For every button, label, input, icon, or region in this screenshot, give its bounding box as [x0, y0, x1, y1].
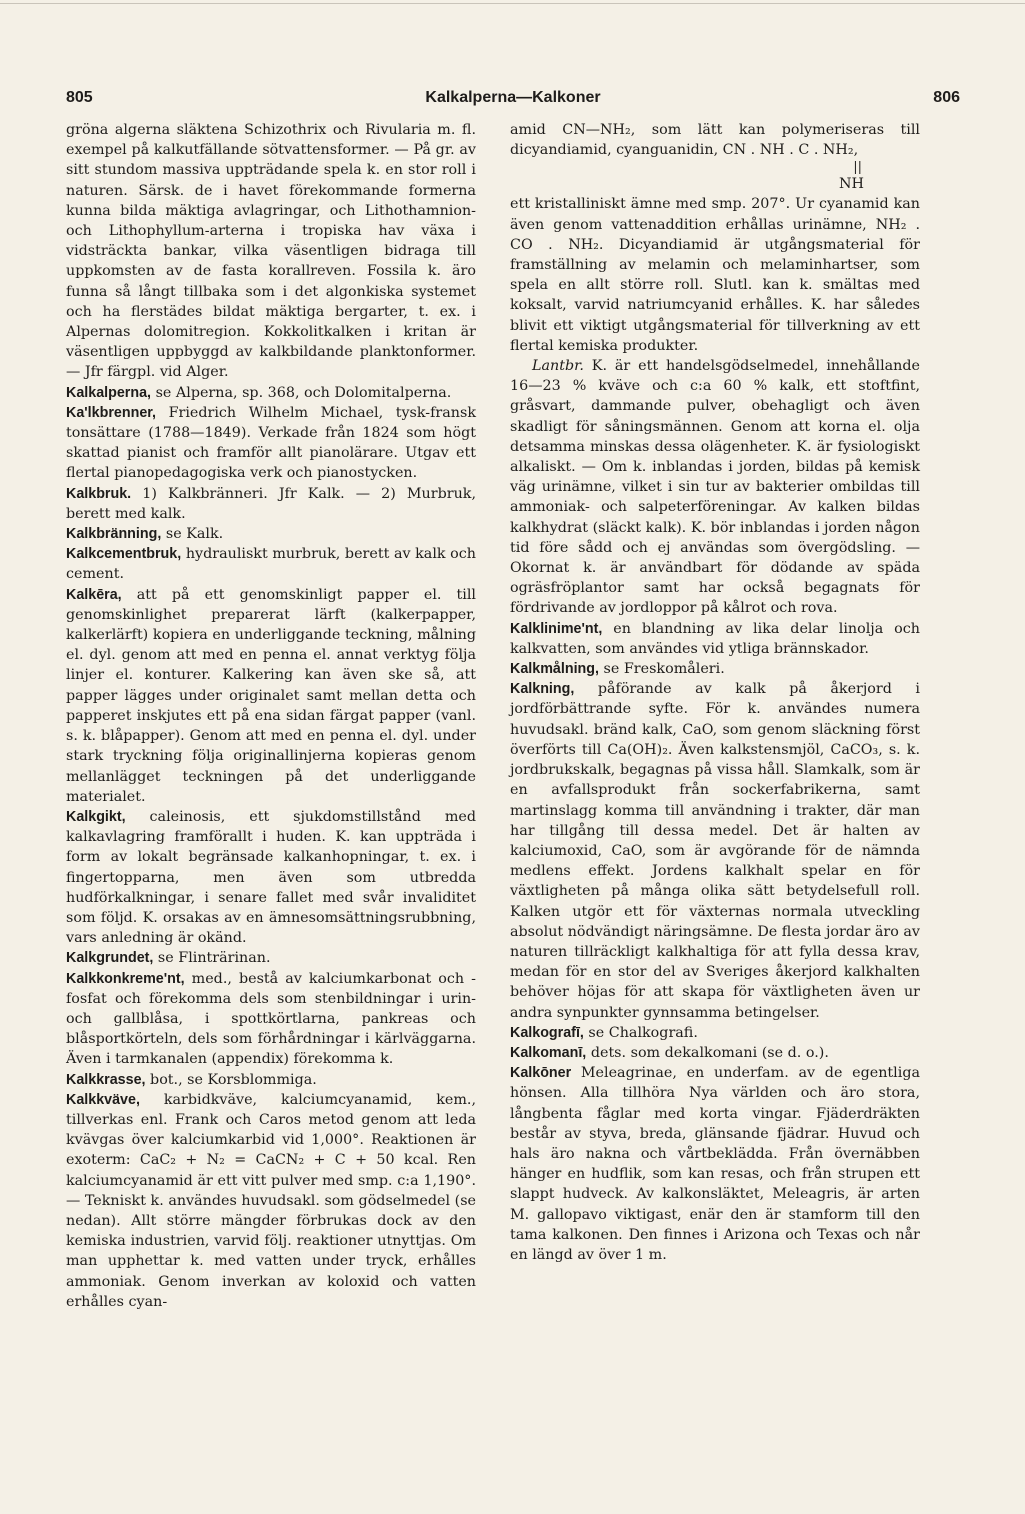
entry-text: 1) Kalkbränneri. Jfr Kalk. — 2) Murbruk, berett med kalk. [66, 485, 476, 522]
entry-kalkgikt [66, 807, 476, 948]
entry-text: att på ett genomskinligt papper el. till genomskinlighet preparerat lärft (kalkerpapper, kalkerlärft) kopiera en underliggande teckning, målning el. dyl. genom att med en penna el. annat verktyg följa linjer el. konturer. Kalkering kan även ske så, att papper lägges under originalet samt mellan detta och papperet inskjutes ett på ena sidan färgat papper (vanl. s. k. blåpapper). Genom att med en penna el. dyl. under stark tryckning följa originallinjerna kopieras genom mellanlägget teckningen på det underliggande materialet. [66, 586, 476, 805]
double-bond: || [853, 160, 862, 176]
entry-kalkgrundet [66, 948, 476, 968]
entry-text: Meleagrinae, en underfam. av de egentliga hönsen. Alla tillhöra Nya världen och äro stora, långbenta fåglar med korta vingar. Fjäderdräkten består av styva, breda, glänsande fjädrar. Huvud och hals äro nakna och vårtbeklädda. Från övernäbben hänger en hudflik, som kan resas, och från strupen ett slappt hudveck. Av kalkonsläktet, Meleagris, är arten M. gallopavo viktigast, enär den är stamform till den tama kalkonen. Den finnes i Arizona och Texas och når en längd av över 1 m. [510, 1065, 920, 1263]
entry-kalkbruk [66, 484, 476, 524]
running-title: Kalkalperna—Kalkoner [425, 89, 601, 106]
headword: Kalkmålning, [510, 661, 599, 678]
page-header [66, 89, 960, 113]
entry-kalkning [510, 679, 920, 1022]
entry-text: karbidkväve, kalciumcyanamid, kem., tillverkas enl. Frank och Caros metod genom att leda kvävgas över kalciumkarbid vid 1,000°. Reaktionen är exoterm: CaC₂ + N₂ = CaCN₂ + C + 50 kcal. Ren kalciumcyanamid är ett vitt pulver med smp. c:a 1,190°. — Tekniskt k. användes huvudsakl. som gödselmedel (se nedan). Allt större mängder förbrukas dock av den kemiska industrien, varvid följ. reaktioner utnyttjas. Om man upphettar k. med vatten under tryck, erhålles ammoniak. Genom inverkan av koloxid och vatten erhålles cyan- [66, 1091, 476, 1310]
entry-text: bot., se Korsblommiga. [145, 1071, 317, 1088]
headword: Kalklinime'nt, [510, 620, 603, 637]
headword: Kalkgikt, [66, 808, 126, 825]
headword: Kalkkväve, [66, 1091, 140, 1108]
entry-text: se Kalk. [161, 526, 224, 543]
page-number-right: 806 [933, 89, 960, 106]
headword: Kalkomanī, [510, 1044, 587, 1061]
headword: Kalkning, [510, 681, 575, 698]
left-column [66, 120, 476, 1312]
headword: Kalkalperna, [66, 384, 152, 401]
headword: Kalkbruk. [66, 485, 132, 502]
entry-kalkera [66, 585, 476, 807]
entry-text: påförande av kalk på åkerjord i jordförbättrande syfte. För k. användes numera huvudsakl. bränd kalk, CaO, som genom släckning först överförts till Ca(OH)₂. Även kalkstensmjöl, CaCO₃, s. k. jordbrukskalk, begagnas på vissa håll. Slamkalk, som är en avfallsprodukt från sockerfabrikerna, samt martinslagg komma till användning i trakter, där man har tillgång till dessa medel. Det är halten av kalciumoxid, CaO, som är avgörande för de nämnda medlens effekt. Jordens kalkhalt spelar en för växtligheten på många olika sätt betydelsefull roll. Kalken utgör ett för växternas normala utveckling absolut nödvändigt näringsämne. De flesta jordar äro av naturen tillräckligt kalkhaltiga för att fylla dessa krav, medan för en stor del av Sveriges åkerjord kalkhalten behöver höjas för att skapa för växtligheten även ur andra synpunkter gynnsamma betingelser. [510, 681, 920, 1021]
entry-kalkmalning [510, 659, 920, 679]
headword: Kalkcementbruk, [66, 546, 182, 563]
right-column [510, 120, 920, 1265]
headword: Kalkografī, [510, 1024, 584, 1041]
entry-text: dets. som dekalkomani (se d. o.). [586, 1044, 829, 1061]
headword: Ka'lkbrenner, [66, 404, 157, 421]
entry-paragraph: ett kristalliniskt ämne med smp. 207°. Ur cyanamid kan även genom vattenaddition erhållas urinämne, NH₂ . CO . NH₂. Dicyandiamid är utgångsmaterial för framställning av melamin och melaminhartser, som spela en allt större roll. Slutl. kan k. smältas med koksalt, varvid natriumcyanid erhålles. K. har således blivit ett viktigt utgångsmaterial för tillverkning av ett flertal kemiska produkter. [510, 196, 920, 354]
entry-text: se Freskomåleri. [598, 661, 725, 678]
entry-kalkkvave [66, 1090, 476, 1312]
headword: Kalkēra, [66, 586, 122, 603]
headword: Kalkkrasse, [66, 1071, 146, 1088]
entry-text: en blandning av lika delar linolja och kalkvatten, som användes vid ytliga brännskador. [510, 620, 920, 657]
entry-text: med., bestå av kalciumkarbonat och -fosfat och förekomma dels som stenbildningar i urin- och gallblåsa, i spottkörtlarna, pankreas och blåsportkörteln, dels som förhårdningar i kärlväggarna. Även i tarmkanalen (appendix) förekomma k. [66, 970, 476, 1068]
entry-continuation: amid CN—NH₂, som lätt kan polymeriseras till dicyandiamid, cyanguanidin, CN . NH . C . NH₂, [510, 122, 920, 159]
entry-continuation: gröna algerna släktena Schizothrix och Rivularia m. fl. exempel på kalkutfällande sötvattensformer. — På gr. av sitt stundom massiva uppträdande spela k. en stor roll i naturen. Särsk. de i havet förekommande formerna kunna bilda mäktiga avlagringar, och Lithothamnion- och Lithophyllum-arterna i tropiska hav växa i vidsträckta bankar, vilka väsentligen bidraga till uppkomsten av de fasta korallreven. Fossila k. äro funna så långt tillbaka som i det algonkiska systemet och ha flerstädes bildat mäktiga bergarter, t. ex. i Alpernas dolomitregion. Kokkolitkalken i kritan är väsentligen uppbyggd av kalkbildande planktonformer. — Jfr färgpl. vid Alger. [66, 122, 476, 381]
headword: Kalkkonkreme'nt, [66, 970, 185, 987]
entry-lantbr [510, 356, 920, 619]
entry-kalkkonkrement [66, 969, 476, 1070]
entry-kalkbrenner [66, 403, 476, 484]
entry-kalkomani [510, 1043, 920, 1063]
entry-kalkbranning [66, 524, 476, 544]
structural-formula [510, 160, 920, 194]
entry-text: caleinosis, ett sjukdomstillstånd med kalkavlagring framförallt i huden. K. kan uppträda i form av lokalt begränsade kalkanhopningar, t. ex. i fingertopparna, men även som utbredda hudförkalkningar, i senare fallet med svår invaliditet som följd. K. orsakas av en ämnesomsättningsrubbning, vars anledning är okänd. [66, 808, 476, 947]
headword: Kalkgrundet, [66, 950, 154, 967]
entry-text: hydrauliskt murbruk, berett av kalk och cement. [66, 546, 476, 583]
entry-kalkcementbruk [66, 544, 476, 584]
entry-kalkoner [510, 1063, 920, 1265]
top-rule [0, 3, 1025, 4]
entry-text: K. är ett handelsgödselmedel, innehållande 16—23 % kväve och c:a 60 % kalk, ett stoftfint, gråsvart, dammande pulver, obehagligt och även skadligt för såningsmännen. Genom att korna el. olja detsamma minskas dessa olägenheter. K. är fysiologiskt alkaliskt. — Om k. inblandas i jorden, bildas på kemisk väg urinämne, vilket i sin tur av bakterier ombildas till ammoniak- och salpeterföreningar. Av kalken bildas kalkhydrat (släckt kalk). K. bör inblandas i jorden någon tid före sådd och ej användas som övergödsling. — Okornat k. är användbart för dödande av späda ogräsfröplantor samt har också begagnats för fördrivande av jordloppor på kålrot och rova. [510, 358, 920, 617]
entry-text: Friedrich Wilhelm Michael, tysk-fransk tonsättare (1788—1849). Verkade från 1824 som högt skattad pianist och framför allt pianolärare. Utgav ett flertal pianopedagogiska verk och pianostycken. [66, 404, 476, 482]
entry-text: se Chalkografi. [583, 1024, 698, 1041]
entry-text: se Alperna, sp. 368, och Dolomitalperna. [151, 384, 452, 401]
entry-kalkkrasse [66, 1070, 476, 1090]
page-number-left: 805 [66, 89, 93, 106]
entry-text: se Flinträrinan. [153, 950, 271, 967]
headword: Kalkōner [510, 1065, 572, 1082]
entry-kalkalperna [66, 383, 476, 403]
imino-group: NH [839, 176, 864, 193]
subject-label: Lantbr. [532, 358, 584, 375]
entry-kalkografi [510, 1023, 920, 1043]
headword: Kalkbränning, [66, 526, 162, 543]
entry-kalkliniment [510, 619, 920, 659]
